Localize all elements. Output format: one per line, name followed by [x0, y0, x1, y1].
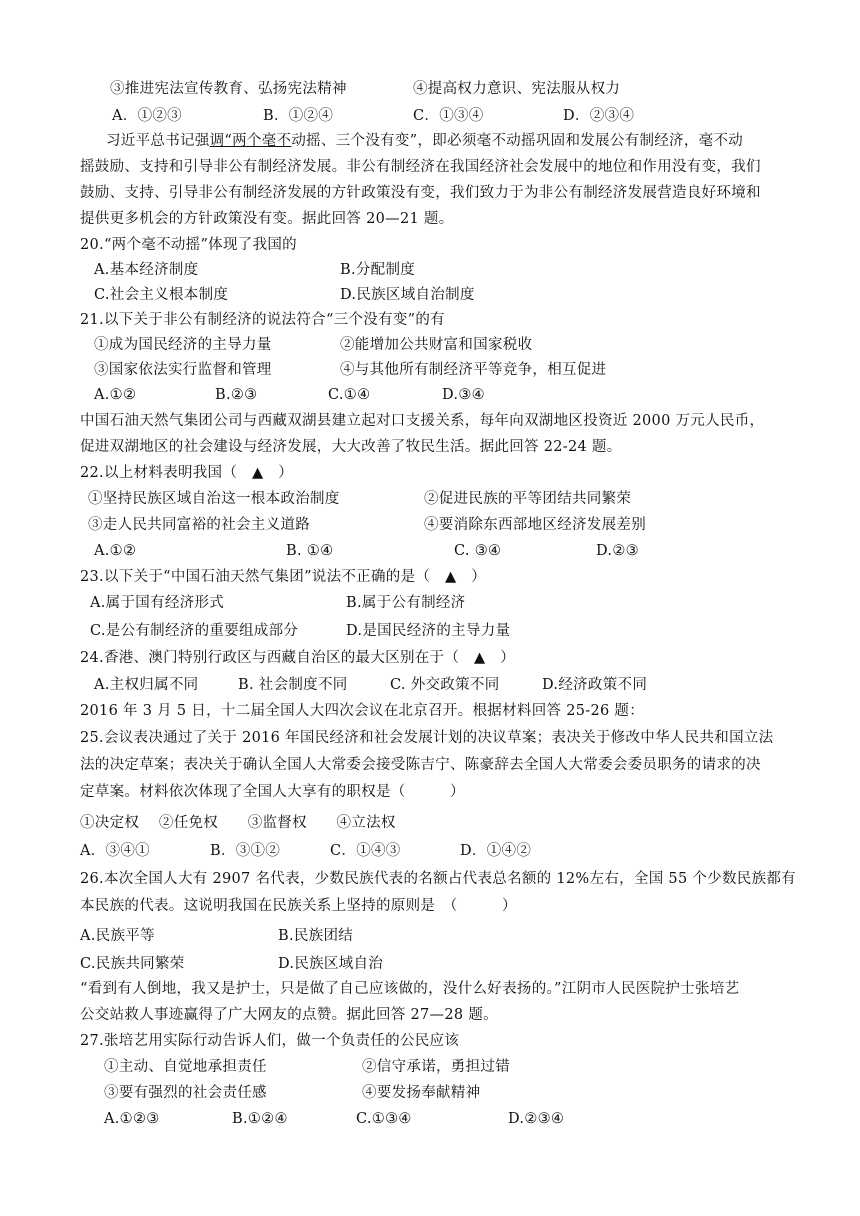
choice-b: B．①②④ [263, 108, 334, 124]
question-23: 23.以下关于“中国石油天然气集团”说法不正确的是（ ▲ ） [80, 569, 487, 585]
choice-c: C.民族共同繁荣 [80, 956, 185, 972]
question-25: 25.会议表决通过了关于 2016 年国民经济和社会发展计划的决议草案；表决关于修改中华人民共和国立法 [80, 730, 774, 746]
question-21: 21.以下关于非公有制经济的说法符合“三个没有变”的有 [80, 312, 445, 328]
question-26-cont: 本民族的代表。这说明我国在民族关系上坚持的原则是 （ ） [80, 898, 517, 914]
choice-a: A.①② [94, 543, 137, 559]
choice-d: D.是国民经济的主导力量 [346, 623, 511, 639]
material-text: 公交站救人事迹赢得了广大网友的点赞。据此回答 27—28 题。 [80, 1007, 498, 1023]
choice-c: C.①③④ [356, 1111, 412, 1127]
material-text: 2016 年 3 月 5 日，十二届全国人大四次会议在北京召开。根据材料回答 25-26 题： [80, 703, 645, 719]
choice-a: A．①②③ [112, 108, 182, 124]
material-text: 提供更多机会的方针政策没有变。据此回答 20—21 题。 [80, 211, 454, 227]
option-line: ④提高权力意识、宪法服从权力 [413, 81, 621, 97]
choice-c: C．①③④ [413, 108, 484, 124]
choice-c: C.社会主义根本制度 [94, 287, 229, 303]
choice-c: C.是公有制经济的重要组成部分 [90, 623, 299, 639]
material-text: 鼓励、支持、引导非公有制经济发展的方针政策没有变，我们致力于为非公有制经济发展营造良好环境和 [80, 185, 761, 201]
question-25-cont: 定草案。材料依次体现了全国人大享有的职权是（ ） [80, 784, 465, 800]
choice-c: C. ③④ [454, 543, 502, 559]
choice-a: A.基本经济制度 [94, 262, 199, 278]
choice-b: B. ①④ [286, 543, 334, 559]
option-line: ③推进宪法宣传教育、弘扬宪法精神 [110, 81, 347, 97]
choice-b: B.民族团结 [278, 928, 354, 944]
choice-d: D.③④ [442, 387, 485, 403]
statement: ①坚持民族区域自治这一根本政治制度 [88, 491, 340, 507]
choice-b: B．③①② [210, 843, 281, 859]
question-26: 26.本次全国人大有 2907 名代表，少数民族代表的名额占代表总名额的 12%左右，全国 55 个少数民族都有 [80, 871, 796, 887]
material-text: 习近平总书记强 [106, 133, 210, 149]
choice-c: C. 外交政策不同 [390, 677, 500, 693]
statement-row: ①决定权 ②任免权 ③监督权 ④立法权 [80, 815, 396, 831]
choice-b: B.分配制度 [340, 262, 416, 278]
choice-a: A.主权归属不同 [94, 677, 199, 693]
material-text: 动摇、三个没有变”，即必须毫不动摇巩固和发展公有制经济，毫不动 [291, 133, 744, 149]
choice-a: A.①② [94, 387, 137, 403]
choice-b: B.②③ [215, 387, 258, 403]
statement: ③国家依法实行监督和管理 [94, 362, 272, 378]
choice-d: D．②③④ [563, 108, 635, 124]
choice-d: D.经济政策不同 [542, 677, 648, 693]
statement: ②促进民族的平等团结共同繁荣 [424, 491, 632, 507]
question-27: 27.张培艺用实际行动告诉人们，做一个负责任的公民应该 [80, 1033, 460, 1049]
underlined-phrase: 调“两个毫不 [209, 133, 292, 149]
statement: ④与其他所有制经济平等竞争，相互促进 [340, 362, 607, 378]
material-text: 促进双湖地区的社会建设与经济发展，大大改善了牧民生活。据此回答 22-24 题。 [80, 439, 622, 455]
choice-a: A.①②③ [104, 1111, 160, 1127]
question-25-cont: 法的决定草案；表决关于确认全国人大常委会接受陈吉宁、陈豪辞去全国人大常委会委员职务的请求的决 [80, 757, 761, 773]
statement: ①成为国民经济的主导力量 [94, 337, 272, 353]
question-22: 22.以上材料表明我国（ ▲ ） [80, 465, 294, 481]
statement: ②信守承诺，勇担过错 [362, 1059, 510, 1075]
statement: ③要有强烈的社会责任感 [104, 1085, 267, 1101]
material-text: “看到有人倒地，我又是护士，只是做了自己应该做的，没什么好表扬的。”江阴市人民医院护士张培艺 [80, 981, 740, 997]
statement: ④要发扬奉献精神 [362, 1085, 481, 1101]
choice-a: A．③④① [80, 843, 150, 859]
choice-d: D.②③④ [508, 1111, 565, 1127]
choice-a: A.属于国有经济形式 [90, 595, 225, 611]
statement: ①主动、自觉地承担责任 [104, 1059, 267, 1075]
material-text: 中国石油天然气集团公司与西藏双湖县建立起对口支援关系，每年向双湖地区投资近 2000 万元人民币， [80, 413, 765, 429]
choice-b: B.属于公有制经济 [346, 595, 466, 611]
choice-d: D．①④② [460, 843, 532, 859]
choice-d: D.②③ [596, 543, 639, 559]
choice-b: B.①②④ [232, 1111, 288, 1127]
material-text: 摇鼓励、支持和引导非公有制经济发展。非公有制经济在我国经济社会发展中的地位和作用没有变，我们 [80, 159, 761, 175]
question-24: 24.香港、澳门特别行政区与西藏自治区的最大区别在于（ ▲ ） [80, 650, 516, 666]
statement: ②能增加公共财富和国家税收 [340, 337, 533, 353]
statement: ③走人民共同富裕的社会主义道路 [88, 517, 310, 533]
choice-c: C．①④③ [330, 843, 401, 859]
choice-a: A.民族平等 [80, 928, 155, 944]
choice-c: C.①④ [328, 387, 371, 403]
material-paragraph [106, 130, 743, 152]
statement: ④要消除东西部地区经济发展差别 [424, 517, 646, 533]
question-20: 20.“两个毫不动摇”体现了我国的 [80, 237, 297, 253]
choice-d: D.民族区域自治制度 [340, 287, 475, 303]
choice-b: B. 社会制度不同 [238, 677, 348, 693]
choice-d: D.民族区域自治 [278, 956, 384, 972]
